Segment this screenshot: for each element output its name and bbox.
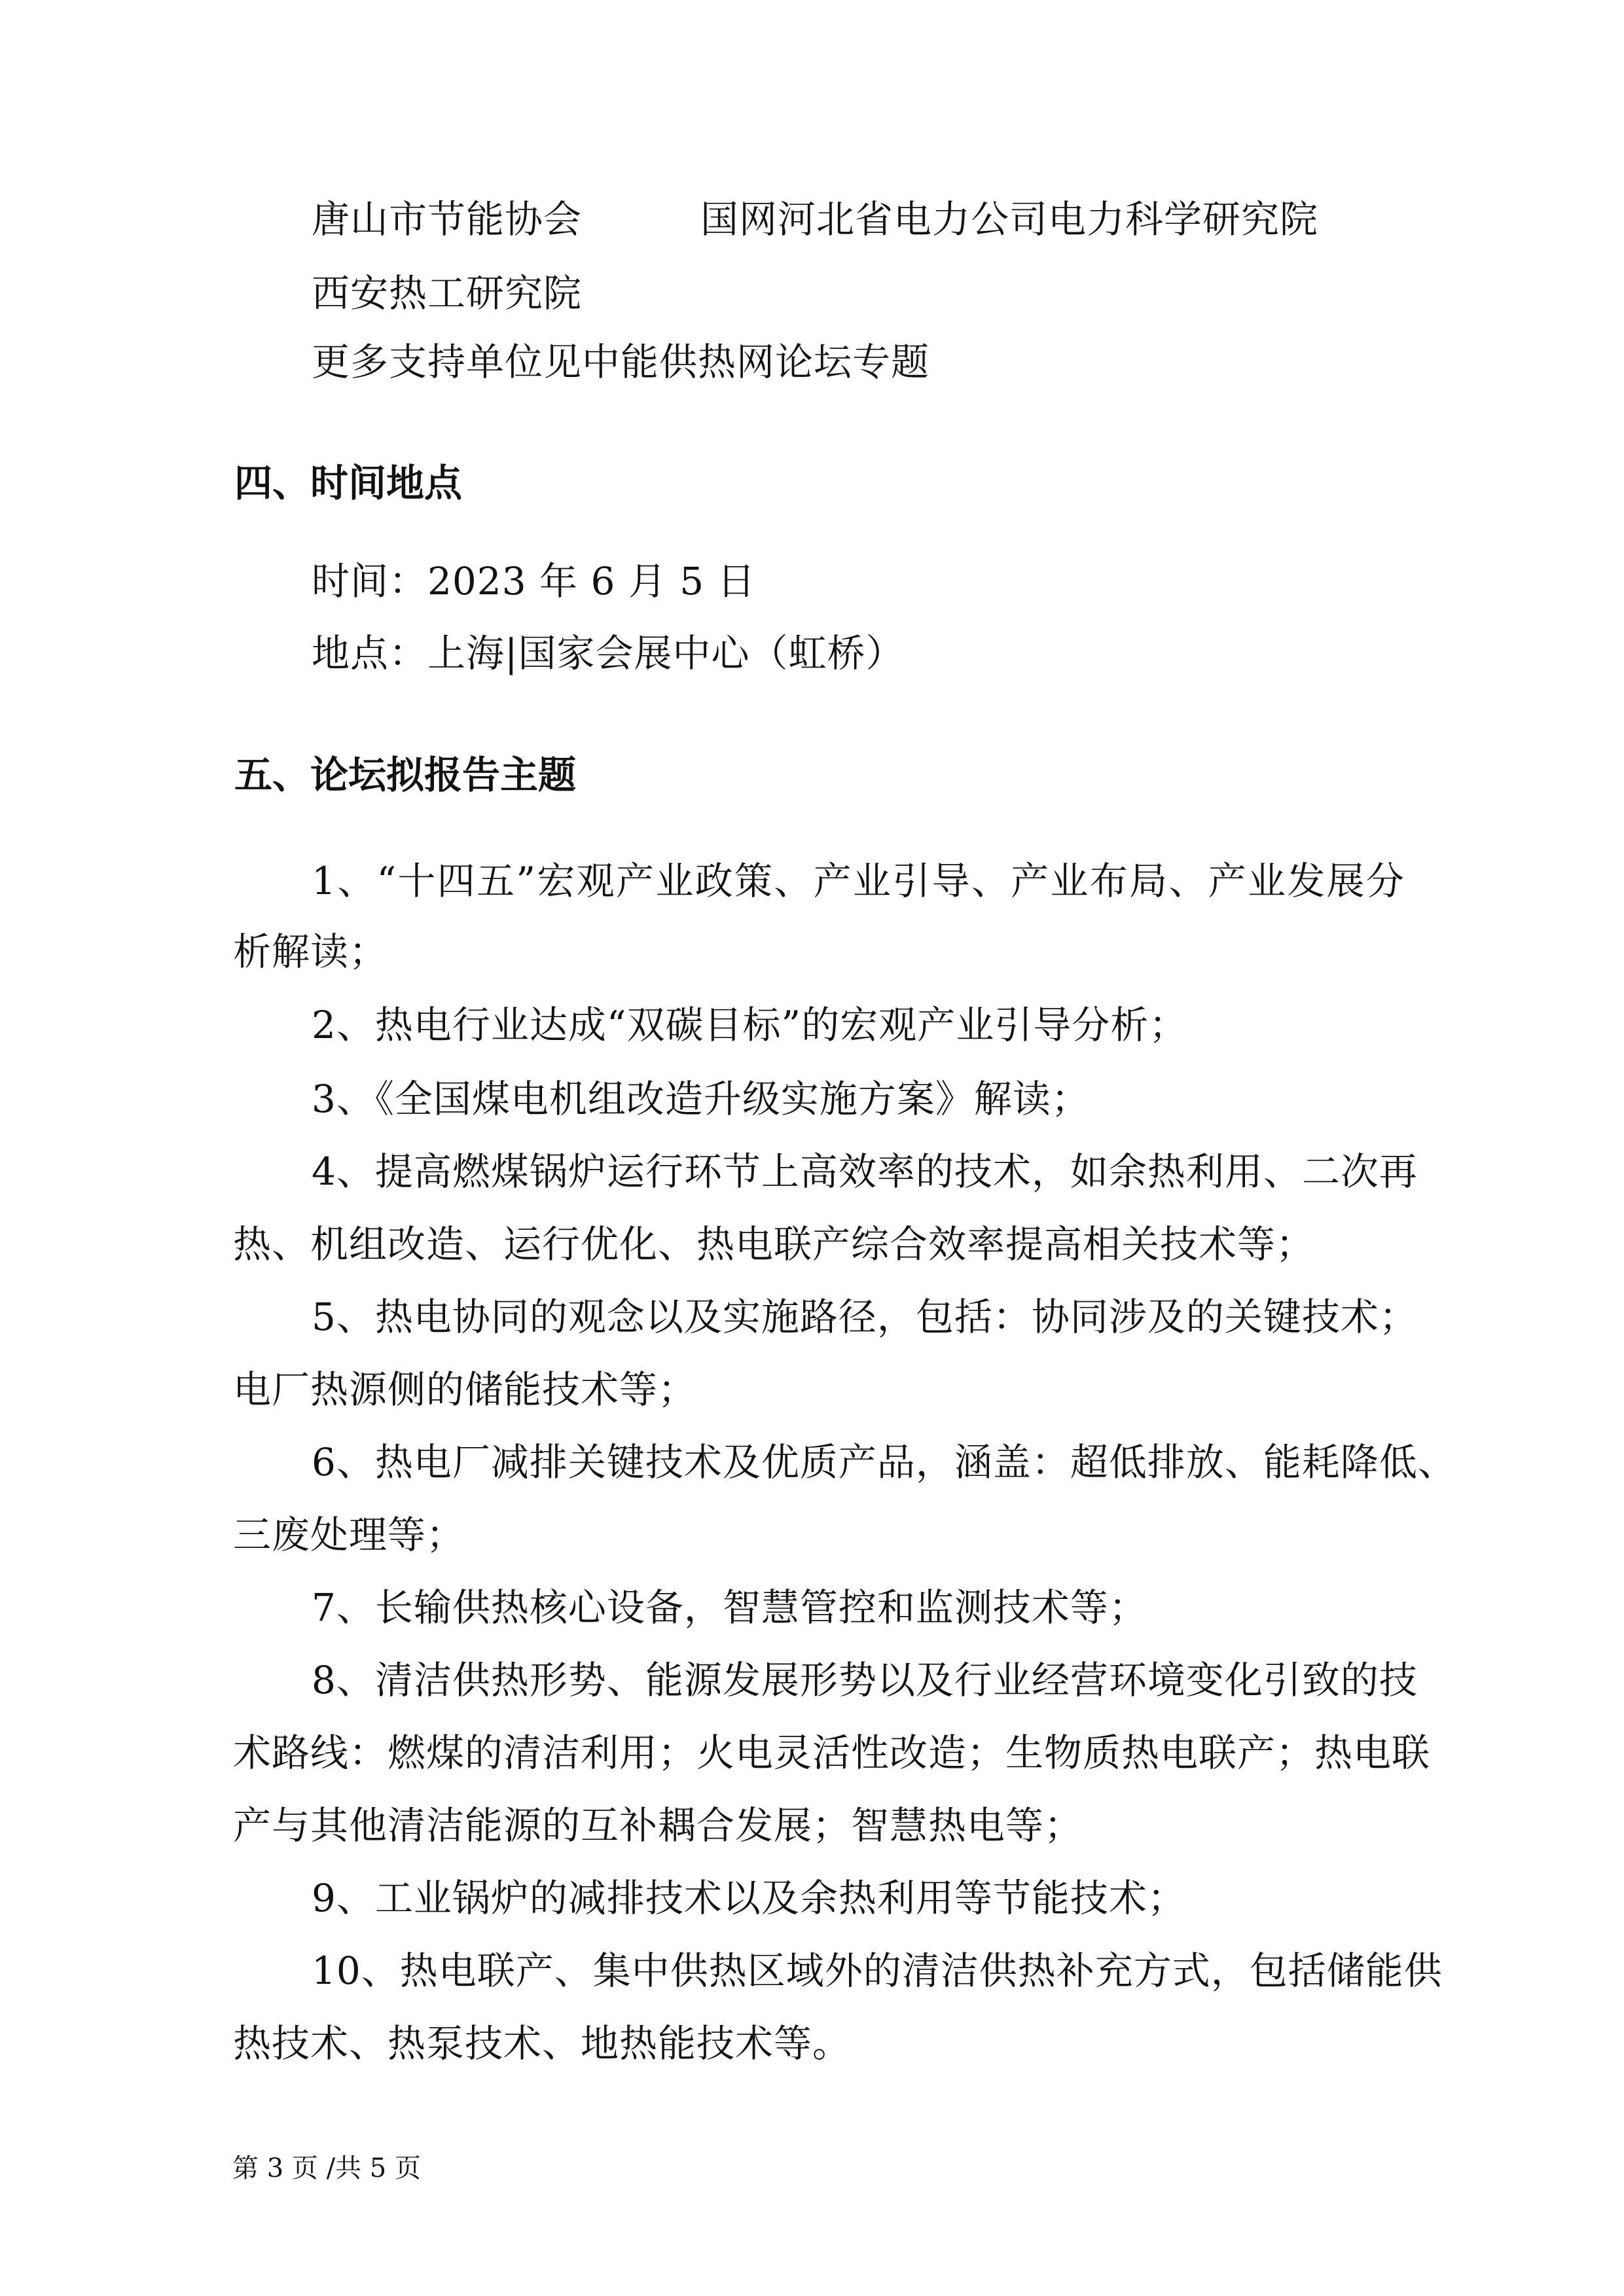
section-4-heading: 四、时间地点 (234, 461, 463, 505)
topic-item-1-line-2: 析解读； (233, 929, 388, 974)
topic-item-3: 3、《全国煤电机组改造升级实施方案》解读； (312, 1077, 1090, 1121)
supporter-hebei-electric: 国网河北省电力公司电力科学研究院 (700, 197, 1319, 242)
section-5-heading: 五、论坛拟报告主题 (234, 753, 577, 797)
topic-item-6-line-2: 三废处理等； (233, 1513, 465, 1557)
topic-item-2: 2、热电行业达成“双碳目标”的宏观产业引导分析； (312, 1003, 1188, 1047)
supporter-more-note: 更多支持单位见中能供热网论坛专题 (312, 340, 930, 384)
topic-item-4-line-1: 4、提高燃煤锅炉运行环节上高效率的技术，如余热利用、二次再 (312, 1149, 1418, 1194)
event-location: 地点：上海|国家会展中心（虹桥） (312, 631, 905, 675)
topic-item-6-line-1: 6、热电厂减排关键技术及优质产品，涵盖：超低排放、能耗降低、 (312, 1440, 1456, 1484)
page-number-footer: 第 3 页 /共 5 页 (232, 2153, 421, 2183)
supporter-tangshan: 唐山市节能协会 (312, 197, 583, 242)
topic-item-4-line-2: 热、机组改造、运行优化、热电联产综合效率提高相关技术等； (233, 1222, 1315, 1266)
topic-item-10-line-2: 热技术、热泵技术、地热能技术等。 (233, 2021, 852, 2066)
topic-item-10-line-1: 10、热电联产、集中供热区域外的清洁供热补充方式，包括储能供 (312, 1948, 1443, 1993)
topic-item-9: 9、工业锅炉的减排技术以及余热利用等节能技术； (312, 1876, 1186, 1920)
topic-item-5-line-1: 5、热电协同的观念以及实施路径，包括：协同涉及的关键技术； (312, 1295, 1418, 1339)
topic-item-8-line-2: 术路线：燃煤的清洁利用；火电灵活性改造；生物质热电联产；热电联 (233, 1731, 1431, 1775)
supporter-row-1 (312, 196, 1405, 243)
topic-item-8-line-1: 8、清洁供热形势、能源发展形势以及行业经营环境变化引致的技 (312, 1658, 1418, 1702)
topic-item-7: 7、长输供热核心设备，智慧管控和监测技术等； (312, 1585, 1147, 1630)
event-time: 时间：2023 年 6 月 5 日 (312, 559, 756, 603)
topic-item-8-line-3: 产与其他清洁能源的互补耦合发展；智慧热电等； (233, 1803, 1083, 1848)
supporter-row-2: 西安热工研究院 (312, 271, 583, 315)
topic-item-5-line-2: 电厂热源侧的储能技术等； (233, 1367, 697, 1412)
topic-item-1-line-1: 1、“十四五”宏观产业政策、产业引导、产业布局、产业发展分 (312, 859, 1405, 903)
